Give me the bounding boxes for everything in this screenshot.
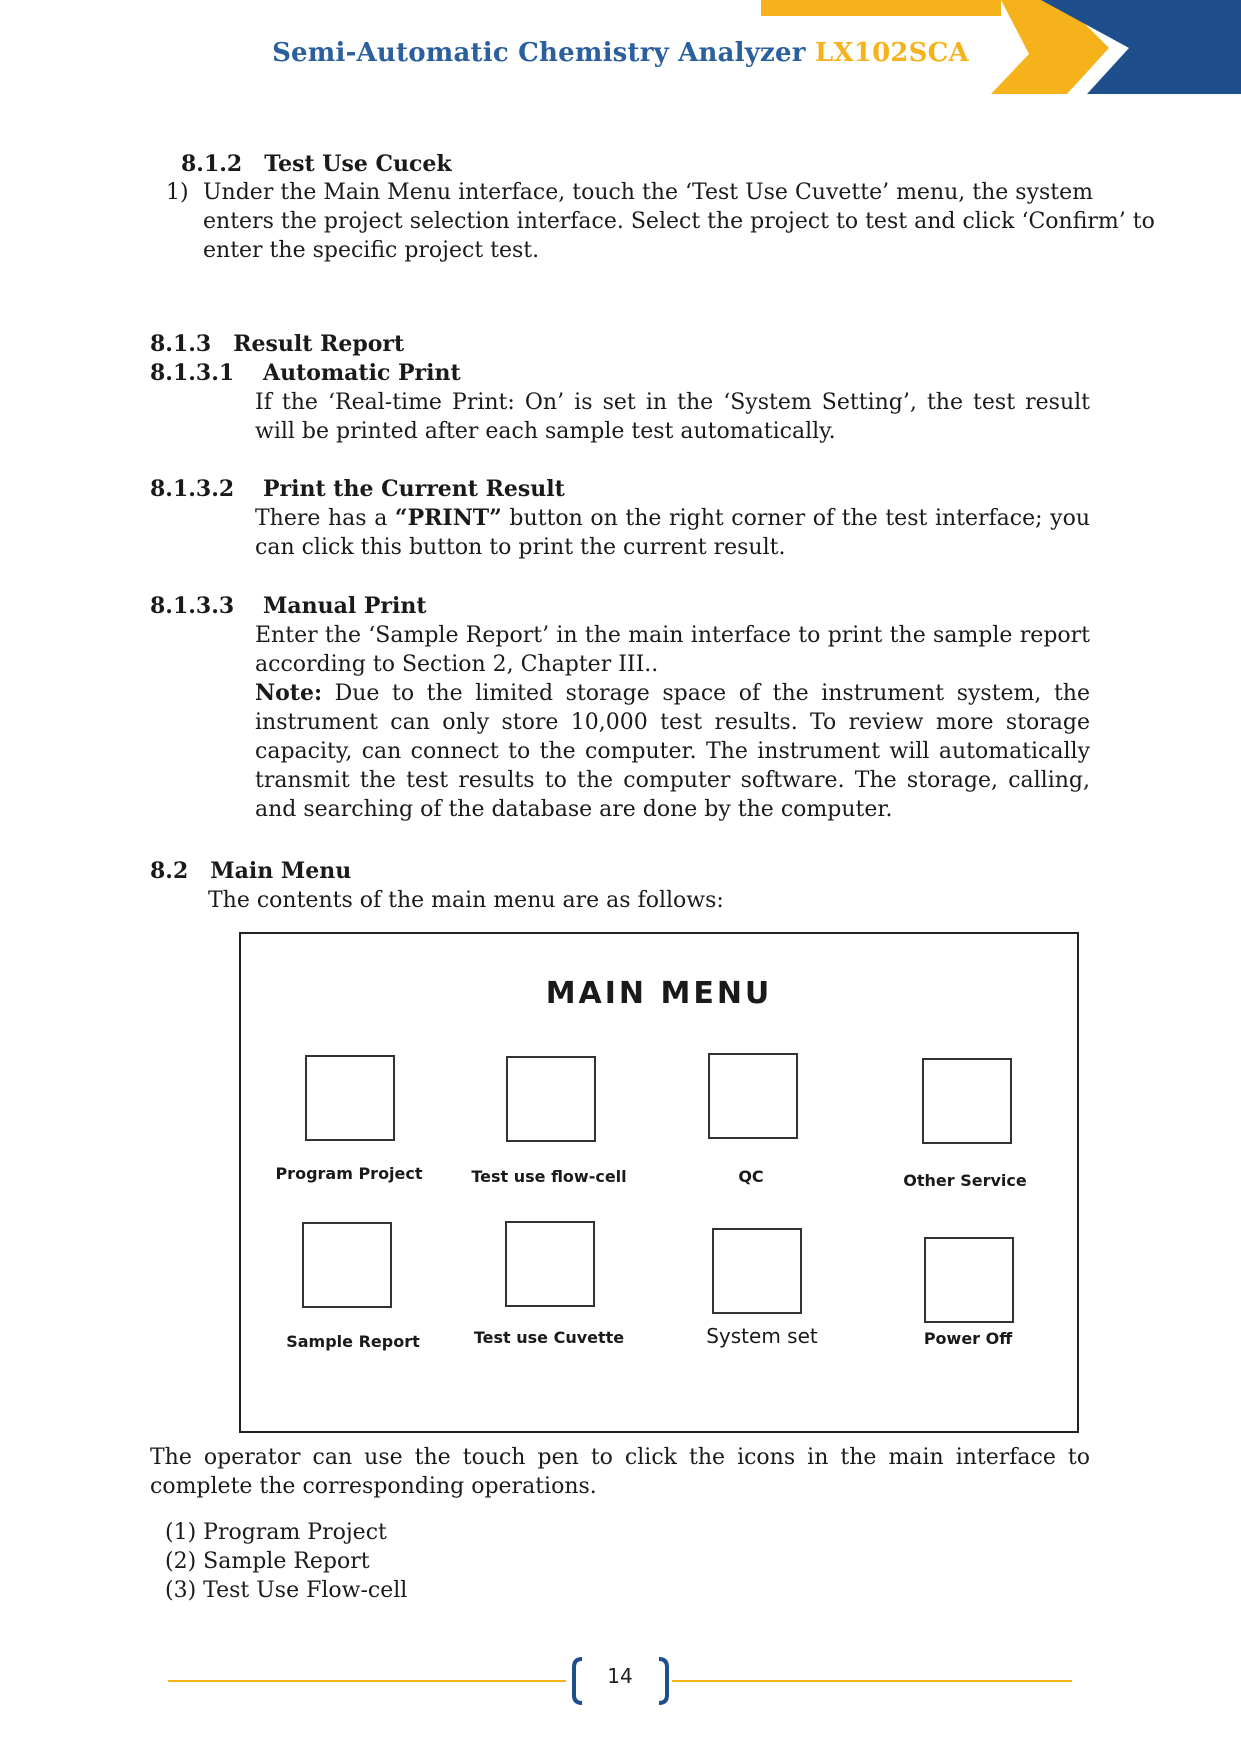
- subsection-number: 8.1.3.3: [150, 593, 235, 619]
- list-item-line: enter the specific project test.: [203, 238, 540, 263]
- menu-label-system-set: System set: [706, 1324, 818, 1348]
- note-paragraph: [255, 679, 1090, 824]
- page-number: 14: [607, 1664, 633, 1688]
- paragraph: [255, 504, 1090, 562]
- section-intro: The contents of the main menu are as follows:: [208, 888, 724, 913]
- qc-icon: [708, 1053, 798, 1139]
- list-item-line: Under the Main Menu interface, touch the ‘Test Use Cuvette’ menu, the system: [203, 180, 1094, 205]
- test-cuvette-icon: [505, 1221, 595, 1307]
- menu-label-qc: QC: [738, 1167, 764, 1186]
- footer-rule-left: [168, 1680, 566, 1682]
- list-item: (3) Test Use Flow-cell: [165, 1578, 408, 1603]
- header-model: LX102SCA: [814, 38, 969, 68]
- text-run: button on the right corner of the test interface; you can click this button to print the current result.: [255, 506, 1090, 560]
- subsection-number: 8.1.3.2: [150, 476, 235, 502]
- document-header: [0, 38, 1241, 68]
- section-heading-8-1-3: 8.1.3 Result Report: [150, 331, 405, 357]
- test-flow-cell-icon: [506, 1056, 596, 1142]
- subsection-title: Manual Print: [263, 593, 427, 619]
- list-item-line: enters the project selection interface. Select the project to test and click ‘Confirm’ to: [203, 209, 1155, 234]
- text-run: There has a: [255, 506, 395, 531]
- note-label: Note:: [255, 680, 323, 706]
- menu-label-test-cuvette: Test use Cuvette: [473, 1328, 625, 1347]
- subsection-number: 8.1.3.1: [150, 360, 235, 386]
- header-title: Semi-Automatic Chemistry Analyzer: [272, 38, 806, 68]
- paragraph: The operator can use the touch pen to click the icons in the main interface to complete the corresponding operations.: [150, 1445, 1090, 1499]
- list-item: (2) Sample Report: [165, 1549, 370, 1574]
- print-keyword: “PRINT”: [394, 505, 502, 531]
- footer-rule-right: [672, 1680, 1072, 1682]
- list-number: 1): [166, 180, 189, 205]
- system-set-icon: [712, 1228, 802, 1314]
- paragraph: Enter the ‘Sample Report’ in the main interface to print the sample report according to Section 2, Chapter III..: [255, 623, 1090, 677]
- menu-label-other-service: Other Service: [903, 1171, 1027, 1190]
- other-service-icon: [922, 1058, 1012, 1144]
- main-menu-figure: [239, 932, 1079, 1433]
- menu-label-power-off: Power Off: [923, 1329, 1013, 1348]
- menu-label-test-flow-cell: Test use flow-cell: [471, 1167, 627, 1186]
- paragraph: If the ‘Real-time Print: On’ is set in the ‘System Setting’, the test result will be printed after each sample test automatically.: [255, 390, 1090, 444]
- menu-label-program-project: Program Project: [275, 1164, 423, 1183]
- list-item: (1) Program Project: [165, 1520, 387, 1545]
- main-menu-title: MAIN MENU: [545, 976, 773, 1011]
- menu-label-sample-report: Sample Report: [286, 1332, 420, 1351]
- power-off-icon: [924, 1237, 1014, 1323]
- subsection-title: Print the Current Result: [263, 476, 565, 502]
- section-heading-8-1-2: 8.1.2 Test Use Cucek: [181, 151, 452, 177]
- subsection-title: Automatic Print: [263, 360, 461, 386]
- section-heading-8-2: 8.2 Main Menu: [150, 858, 352, 884]
- sample-report-icon: [302, 1222, 392, 1308]
- program-project-icon: [305, 1055, 395, 1141]
- note-text: Due to the limited storage space of the instrument system, the instrument can only store 10,000 test results. To review more storage capacity, can connect to the computer. The instrument will automatically transmit the test results to the computer software. The storage, calling, and searching of the database are done by the computer.: [255, 681, 1090, 822]
